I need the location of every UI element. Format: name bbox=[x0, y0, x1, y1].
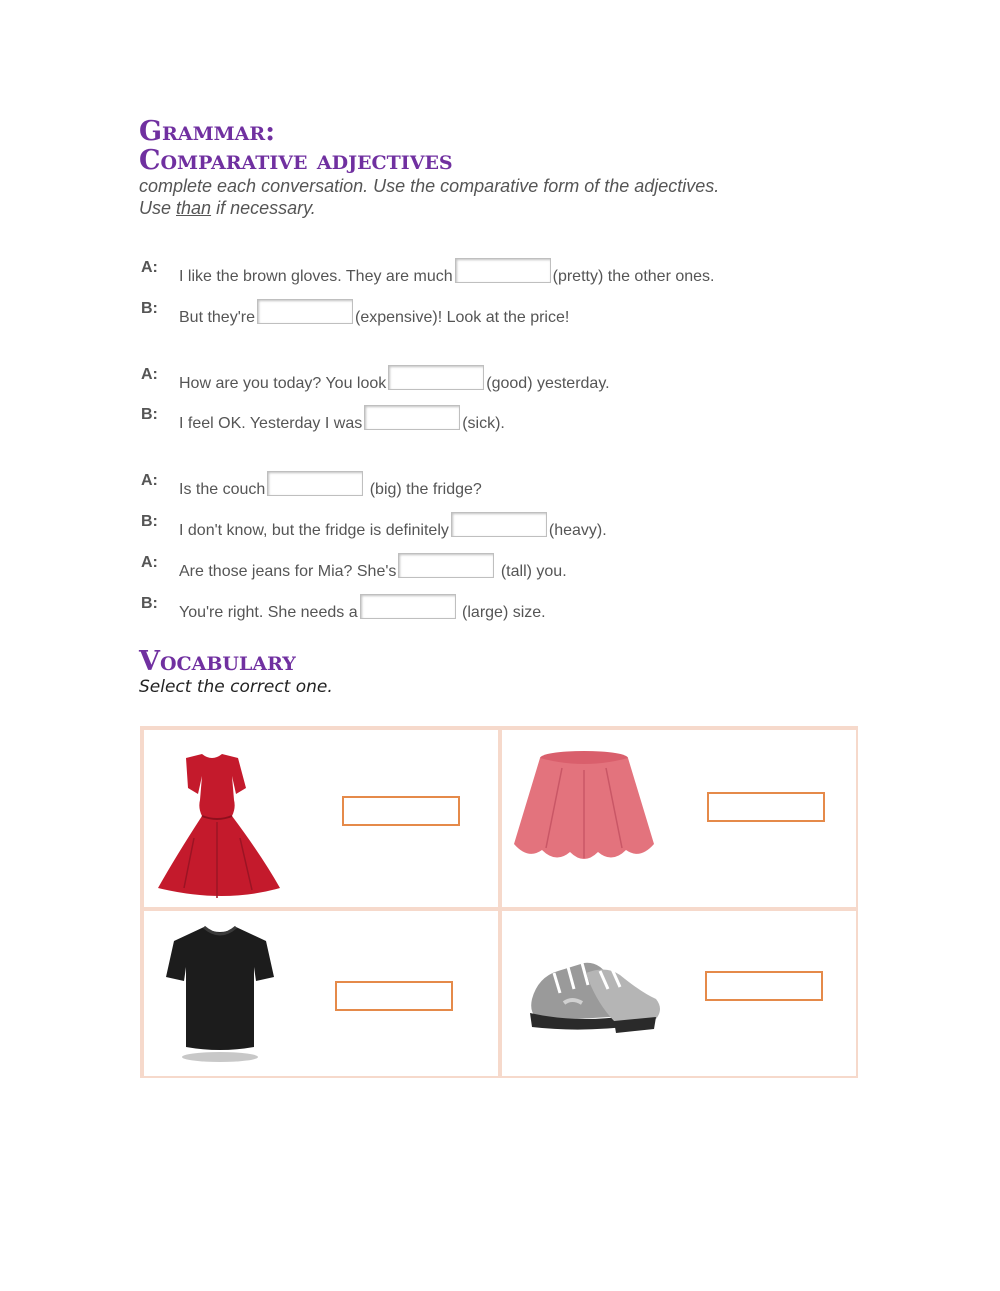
answer-blank-3[interactable] bbox=[388, 365, 484, 390]
conversation-line: I feel OK. Yesterday I was (sick). bbox=[179, 407, 505, 432]
grammar-title: Grammar: bbox=[139, 116, 276, 147]
conversation-line: But they're (expensive)! Look at the price! bbox=[179, 301, 569, 326]
sneakers-icon bbox=[524, 933, 674, 1063]
conversation-line: I don't know, but the fridge is definitely (heavy). bbox=[179, 514, 607, 539]
answer-blank-4[interactable] bbox=[364, 405, 460, 430]
speaker-label: B: bbox=[141, 406, 158, 423]
answer-blank-1[interactable] bbox=[455, 258, 551, 283]
instruction-line-2: Use than if necessary. bbox=[139, 198, 316, 218]
vocabulary-grid bbox=[140, 726, 858, 1078]
pink-skirt-icon bbox=[512, 748, 662, 878]
vocabulary-title: Vocabulary bbox=[139, 646, 296, 677]
red-dress-icon bbox=[154, 738, 294, 908]
answer-blank-5[interactable] bbox=[267, 471, 363, 496]
speaker-label: B: bbox=[141, 513, 158, 530]
vocab-cell-tshirt bbox=[142, 909, 500, 1078]
speaker-label: A: bbox=[141, 472, 158, 489]
vocabulary-instruction: Select the correct one. bbox=[139, 677, 333, 697]
speaker-label: A: bbox=[141, 259, 158, 276]
answer-box-4[interactable] bbox=[705, 971, 823, 1001]
vocab-cell-sneakers bbox=[500, 909, 858, 1078]
conversation-line: You're right. She needs a (large) size. bbox=[179, 596, 546, 621]
conversation-line: I like the brown gloves. They are much (pretty) the other ones. bbox=[179, 260, 714, 285]
conversation-line: Are those jeans for Mia? She's (tall) you. bbox=[179, 555, 567, 580]
speaker-label: B: bbox=[141, 300, 158, 317]
speaker-label: A: bbox=[141, 366, 158, 383]
vocab-cell-skirt bbox=[500, 728, 858, 909]
answer-box-2[interactable] bbox=[707, 792, 825, 822]
answer-blank-7[interactable] bbox=[398, 553, 494, 578]
answer-box-1[interactable] bbox=[342, 796, 460, 826]
instruction-line-1: complete each conversation. Use the comparative form of the adjectives. bbox=[139, 176, 720, 196]
answer-blank-8[interactable] bbox=[360, 594, 456, 619]
underlined-than: than bbox=[176, 198, 212, 218]
answer-blank-2[interactable] bbox=[257, 299, 353, 324]
vocab-cell-dress bbox=[142, 728, 500, 909]
speaker-label: A: bbox=[141, 554, 158, 571]
conversation-line: Is the couch (big) the fridge? bbox=[179, 473, 482, 498]
answer-blank-6[interactable] bbox=[451, 512, 547, 537]
speaker-label: B: bbox=[141, 595, 158, 612]
black-tshirt-icon bbox=[164, 921, 284, 1071]
comparative-adjectives-title: Comparative adjectives bbox=[139, 145, 453, 176]
answer-box-3[interactable] bbox=[335, 981, 453, 1011]
conversation-line: How are you today? You look (good) yesterday. bbox=[179, 367, 610, 392]
